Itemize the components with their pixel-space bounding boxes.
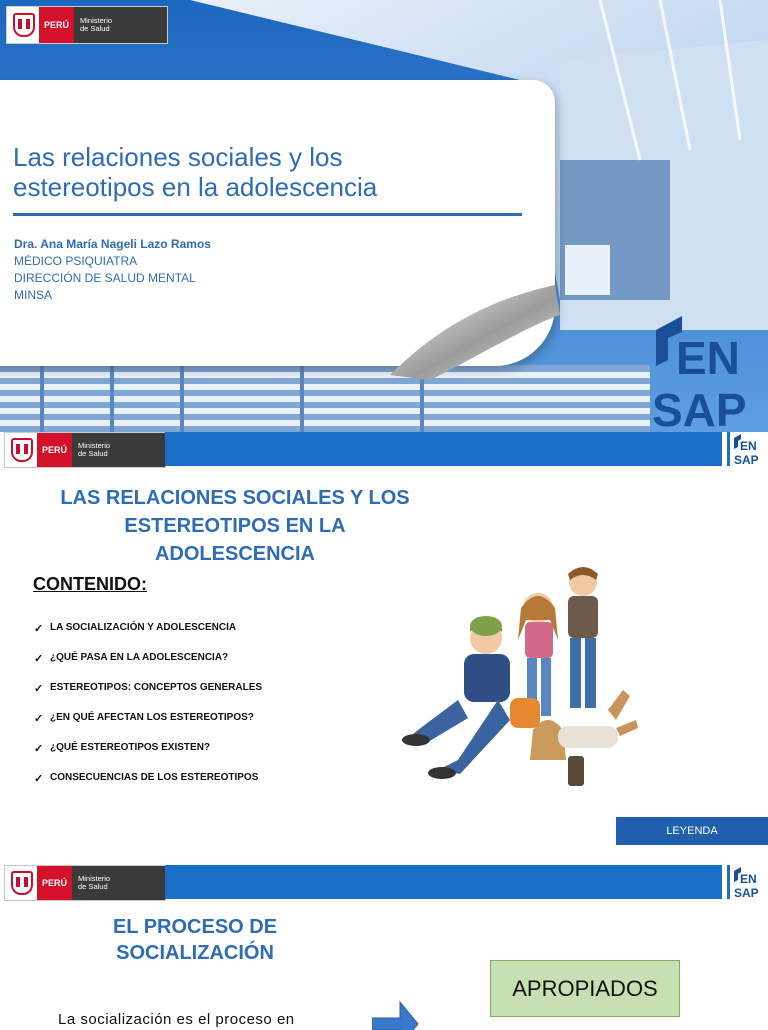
list-item: ✓ LA SOCIALIZACIÓN Y ADOLESCENCIA <box>34 622 237 635</box>
page-curl-decoration <box>390 285 560 380</box>
slide-1 <box>0 0 768 432</box>
check-icon: ✓ <box>34 713 44 725</box>
content-list <box>34 622 262 802</box>
logo-ministry: Ministerio de Salud <box>72 866 165 900</box>
logo-country: PERÚ <box>37 433 72 467</box>
slide-2-header <box>0 432 768 466</box>
apropiados-box: APROPIADOS <box>490 960 680 1017</box>
right-arrow-icon <box>372 1000 420 1030</box>
ensap-mini-logo <box>732 434 762 466</box>
socialization-paragraph: La socialización es el proceso en <box>58 1011 295 1028</box>
header-blue-bar <box>165 432 722 466</box>
contenido-heading: CONTENIDO: <box>33 574 147 594</box>
svg-text:SAP: SAP <box>734 453 759 466</box>
peru-shield-icon <box>13 13 35 37</box>
svg-text:EN: EN <box>676 332 740 384</box>
list-item: ✓ CONSECUENCIAS DE LOS ESTEREOTIPOS <box>34 772 259 785</box>
list-item: ✓ ¿EN QUÉ AFECTAN LOS ESTEREOTIPOS? <box>34 712 254 725</box>
slide-2-title: LAS RELACIONES SOCIALES Y LOS ESTEREOTIPOS EN LA ADOLESCENCIA <box>60 487 410 565</box>
author-name: Dra. Ana María Nageli Lazo Ramos <box>14 237 211 251</box>
ensap-mini-logo <box>732 867 762 899</box>
peru-shield-icon <box>11 871 33 895</box>
title-underline <box>13 213 522 216</box>
author-role: MÉDICO PSIQUIATRA <box>14 254 138 268</box>
svg-text:SAP: SAP <box>652 384 747 432</box>
list-item: ✓ ¿QUÉ ESTEREOTIPOS EXISTEN? <box>34 742 211 755</box>
logo-ministry: Ministerio de Salud <box>72 433 165 467</box>
peru-shield-icon <box>11 438 33 462</box>
slide-1-title: Las relaciones sociales y los estereotipos en la adolescencia <box>13 142 378 202</box>
logo-country: PERÚ <box>39 7 74 43</box>
list-item: ✓ ESTEREOTIPOS: CONCEPTOS GENERALES <box>34 682 263 695</box>
check-icon: ✓ <box>34 743 44 755</box>
svg-text:SAP: SAP <box>734 886 759 899</box>
author-org: MINSA <box>14 288 53 302</box>
slide-3-title: EL PROCESO DE SOCIALIZACIÓN <box>112 916 278 964</box>
teenagers-illustration <box>398 560 643 792</box>
svg-text:EN: EN <box>740 439 757 453</box>
list-item: ✓ ¿QUÉ PASA EN LA ADOLESCENCIA? <box>34 652 229 665</box>
author-department: DIRECCIÓN DE SALUD MENTAL <box>14 271 196 285</box>
check-icon: ✓ <box>34 773 44 785</box>
check-icon: ✓ <box>34 683 44 695</box>
minsa-logo <box>4 432 166 468</box>
minsa-logo <box>6 6 168 44</box>
svg-text:EN: EN <box>740 872 757 886</box>
logo-country: PERÚ <box>37 866 72 900</box>
check-icon: ✓ <box>34 653 44 665</box>
minsa-logo <box>4 865 166 901</box>
slide-3-header <box>0 865 768 899</box>
header-blue-bar <box>165 865 722 899</box>
author-block <box>14 236 211 304</box>
leyenda-button[interactable]: LEYENDA <box>616 817 768 845</box>
logo-ministry: Ministerio de Salud <box>74 7 167 43</box>
ensap-logo <box>648 316 768 432</box>
check-icon: ✓ <box>34 623 44 635</box>
